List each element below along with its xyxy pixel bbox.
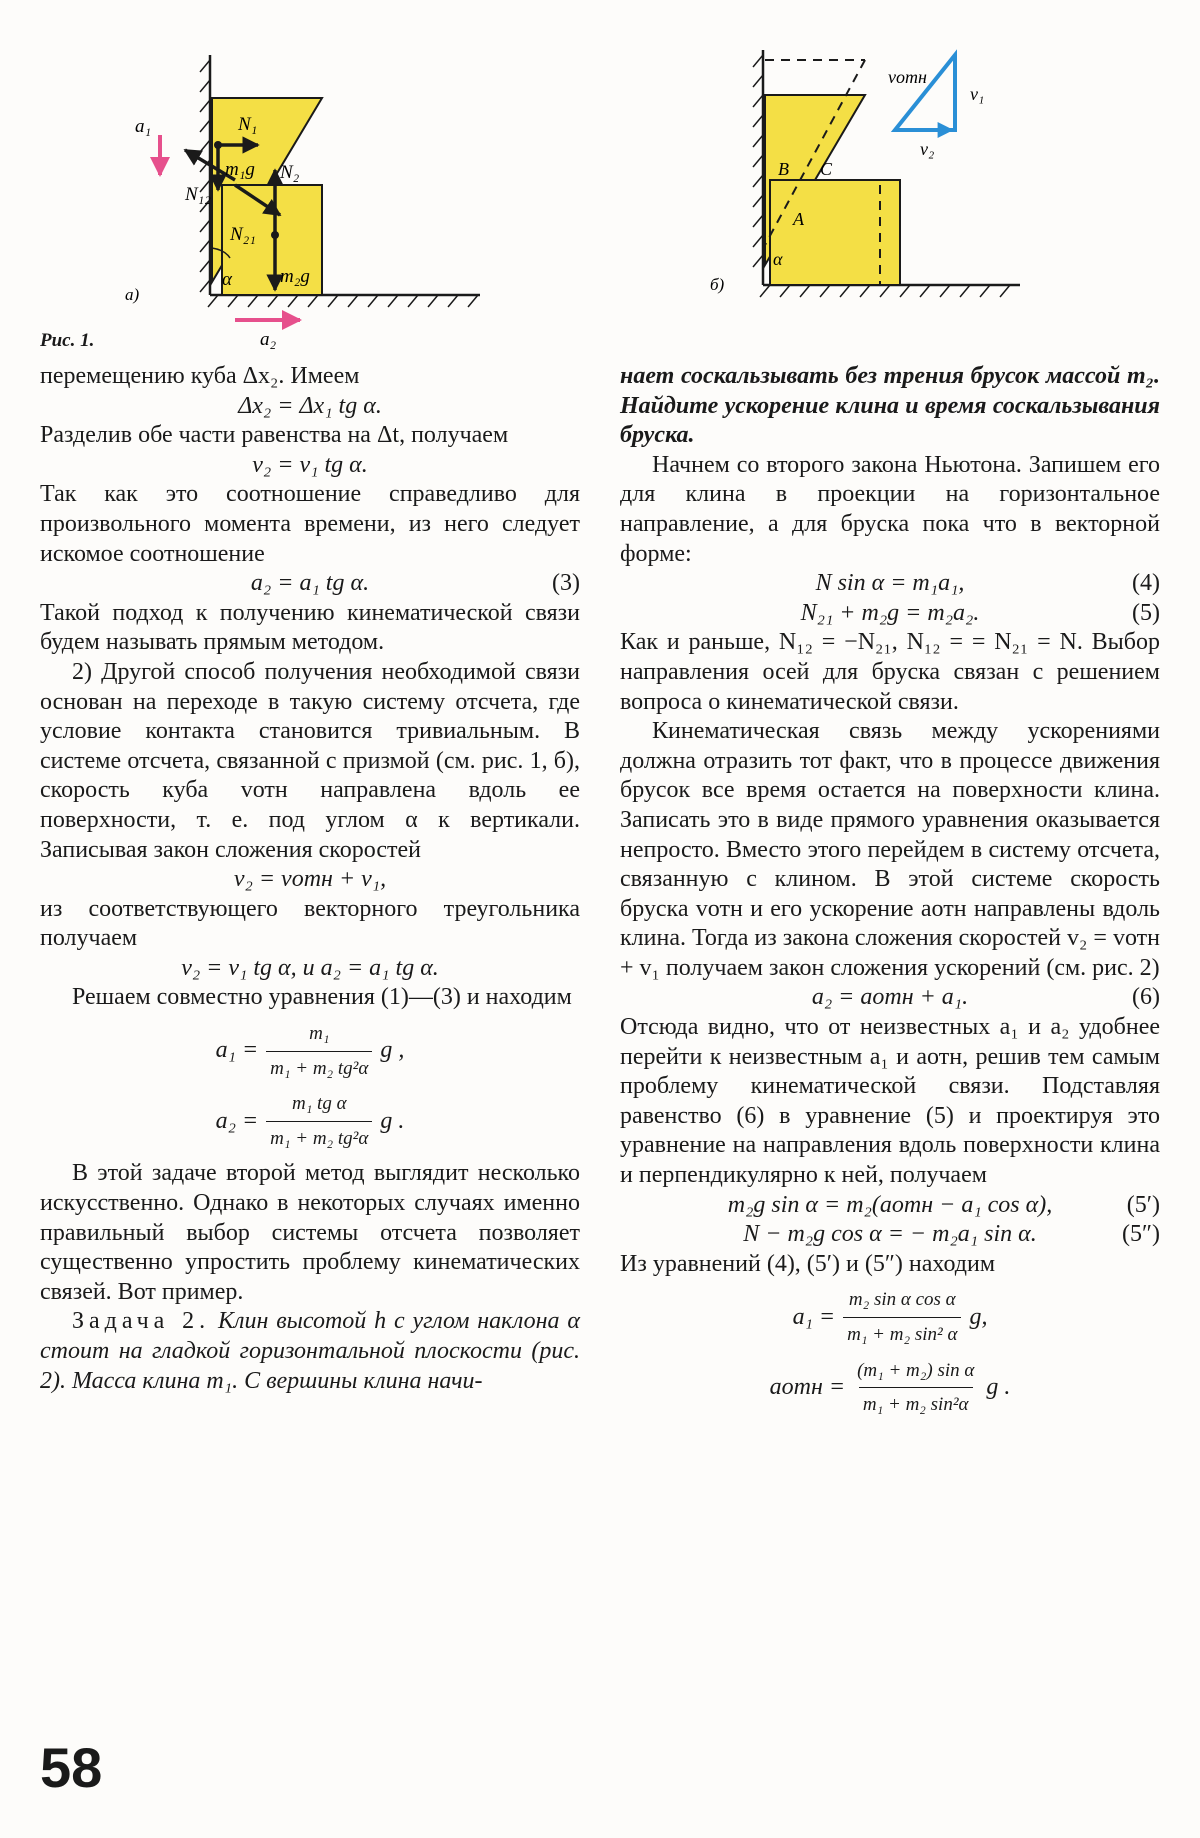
task-paragraph xyxy=(40,1307,580,1396)
figure-1b xyxy=(710,45,1080,315)
equation-5-double-prime xyxy=(620,1220,1160,1250)
formula-a2 xyxy=(40,1089,580,1153)
paragraph: из соответствующего векторного треугольника получаем xyxy=(40,895,580,952)
task-label: Задача 2. xyxy=(72,1308,211,1335)
formula-a1 xyxy=(40,1019,580,1083)
paragraph: Как и раньше, N₁₂ = −N₂₁, N₁₂ = = N₂₁ = N. Выбор направления осей для бруска связан с решением вопроса о кинематической связи. xyxy=(620,629,1160,715)
formula-a1-right xyxy=(620,1285,1160,1349)
equation-body: a₂ = a₁ tg α. xyxy=(250,570,370,597)
paragraph: Из уравнений (4), (5′) и (5″) находим xyxy=(620,1250,995,1277)
panel-b-label: б) xyxy=(710,275,725,294)
paragraph: Так как это соотношение справедливо для произвольного момента времени, из него следует искомое соотношение xyxy=(40,481,580,567)
paragraph: 2) Другой способ получения необходимой связи основан на переходе в такую систему отсчета, где условие контакта становится тривиальным. В системе отсчета, связанной с призмой (см. рис. 1, б), скорость куба vотн направлена вдоль ее поверхности, т. е. под углом α к вертикали. Записывая закон сложения скоростей xyxy=(40,658,580,863)
label-alpha-b: α xyxy=(773,249,783,269)
formula-rhs: g, xyxy=(969,1303,988,1330)
formula-aotn xyxy=(620,1356,1160,1420)
equation-number: (4) xyxy=(1132,570,1160,597)
label-alpha: α xyxy=(222,269,232,290)
label-a1: a₁ xyxy=(135,116,152,137)
floor-hatching xyxy=(208,295,480,307)
panel-a-label: a) xyxy=(125,285,140,304)
label-N21: N₂₁ xyxy=(230,224,256,245)
formula-lhs: aотн = xyxy=(769,1373,846,1400)
formula-rhs: g . xyxy=(986,1373,1011,1400)
label-N1: N₁ xyxy=(238,114,258,135)
page-number: 58 xyxy=(40,1736,103,1799)
paragraph: Кинематическая связь между ускорениями должна отразить тот факт, что в процессе движения брусок все время остается на поверхности клина. Записать это в виде прямого уравнения оказывается непросто. Вместо этого перейдем в систему отсчета, связанную с клином. В этой системе скорость бруска vотн и его ускорение aотн направлены вдоль клина. Тогда из закона сложения скоростей v₂ = vотн + v₁ получаем закон сложения ускорений (см. рис. 2) xyxy=(620,718,1160,981)
equation: Δx₂ = Δx₁ tg α. xyxy=(238,392,382,419)
equation: v₂ = v₁ tg α, и a₂ = a₁ tg α. xyxy=(181,954,439,981)
formula-rhs: g . xyxy=(380,1107,405,1134)
fraction xyxy=(843,1285,961,1349)
paragraph: Начнем со второго закона Ньютона. Запишем его для клина в проекции на горизонтальное направление, а для бруска пока что в векторной форме: xyxy=(620,451,1160,567)
paragraph: Разделив обе части равенства на Δt, получаем xyxy=(40,422,509,449)
equation-body: N sin α = m₁a₁, xyxy=(815,570,965,597)
right-column xyxy=(620,362,1160,1426)
numerator: (m₁ + m₂) sin α xyxy=(857,1359,975,1381)
formula-lhs: a₂ = xyxy=(215,1107,259,1134)
denominator: m₁ + m₂ tg²α xyxy=(266,1121,372,1154)
denominator: m₁ + m₂ sin² α xyxy=(843,1317,961,1350)
equation-6 xyxy=(620,983,1160,1013)
numerator: m₁ tg α xyxy=(291,1093,347,1115)
equation-4 xyxy=(620,569,1160,599)
paragraph: Отсюда видно, что от неизвестных a₁ и a₂ удобнее перейти к неизвестным a₁ и aотн, решив тем самым проблему кинематической связи. Подставляя равенство (6) в уравнение (5) и проектируя это уравнение на направления вдоль поверхности клина и перпендикулярно к ней, получаем xyxy=(620,1014,1160,1189)
equation-body: m₂g sin α = m₂(aотн − a₁ cos α), xyxy=(727,1191,1053,1218)
equation-body: a₂ = aотн + a₁. xyxy=(811,984,969,1011)
equation: v₂ = vотн + v₁, xyxy=(233,866,387,893)
wall-hatching xyxy=(200,55,210,295)
label-v1: v₁ xyxy=(970,84,985,104)
left-column xyxy=(40,362,580,1396)
fraction xyxy=(266,1019,372,1083)
numerator: m₁ xyxy=(309,1023,330,1045)
figure-1a xyxy=(125,50,490,350)
numerator: m₂ sin α cos α xyxy=(848,1289,956,1311)
equation-number: (5″) xyxy=(1122,1221,1160,1248)
label-votn: vотн xyxy=(888,67,927,87)
equation-number: (3) xyxy=(552,570,580,597)
fraction xyxy=(266,1089,372,1153)
equation-number: (5′) xyxy=(1126,1191,1160,1218)
equation-5 xyxy=(620,599,1160,629)
label-B: B xyxy=(778,159,789,179)
label-a2: a₂ xyxy=(260,329,277,350)
label-A: A xyxy=(793,209,804,229)
equation-5-prime xyxy=(620,1191,1160,1221)
label-m2g: m₂g xyxy=(280,266,310,287)
paragraph: Такой подход к получению кинематической связи будем называть прямым методом. xyxy=(40,599,580,656)
label-v2: v₂ xyxy=(920,139,935,159)
denominator: m₁ + m₂ tg²α xyxy=(266,1051,372,1084)
task-text: Клин высотой h с углом наклона α стоит на гладкой горизонтальной плоскости (рис. 2). Масса клина m₁. С вершины клина начи- xyxy=(40,1308,580,1394)
equation-number: (6) xyxy=(1132,984,1160,1011)
equation-body: N₂₁ + m₂g = m₂a₂. xyxy=(800,599,980,626)
formula-lhs: a₁ = xyxy=(792,1303,836,1330)
equation-3 xyxy=(40,569,580,599)
paragraph: В этой задаче второй метод выглядит несколько искусственно. Однако в некоторых случаях именно правильный выбор системы отсчета позволяет существенно упростить проблему кинематических связей. Вот пример. xyxy=(40,1160,580,1305)
equation-number: (5) xyxy=(1132,599,1160,626)
label-N2: N₂ xyxy=(280,162,300,183)
paragraph: перемещению куба Δx₂. Имеем xyxy=(40,363,360,389)
equation: v₂ = v₁ tg α. xyxy=(252,451,368,478)
label-C: C xyxy=(820,159,833,179)
fraction xyxy=(853,1356,978,1420)
label-m1g: m₁g xyxy=(225,159,255,180)
equation-body: N − m₂g cos α = − m₂a₁ sin α. xyxy=(743,1221,1037,1248)
formula-lhs: a₁ = xyxy=(215,1037,259,1064)
task-continuation: нает соскальзывать без трения брусок массой m₂. Найдите ускорение клина и время соскальзывания бруска. xyxy=(620,363,1160,449)
figure-caption: Рис. 1. xyxy=(40,330,95,351)
denominator: m₁ + m₂ sin²α xyxy=(859,1387,973,1420)
formula-rhs: g , xyxy=(380,1037,405,1064)
paragraph: Решаем совместно уравнения (1)—(3) и находим xyxy=(72,984,572,1011)
label-N12: N₁₂ xyxy=(185,184,211,205)
